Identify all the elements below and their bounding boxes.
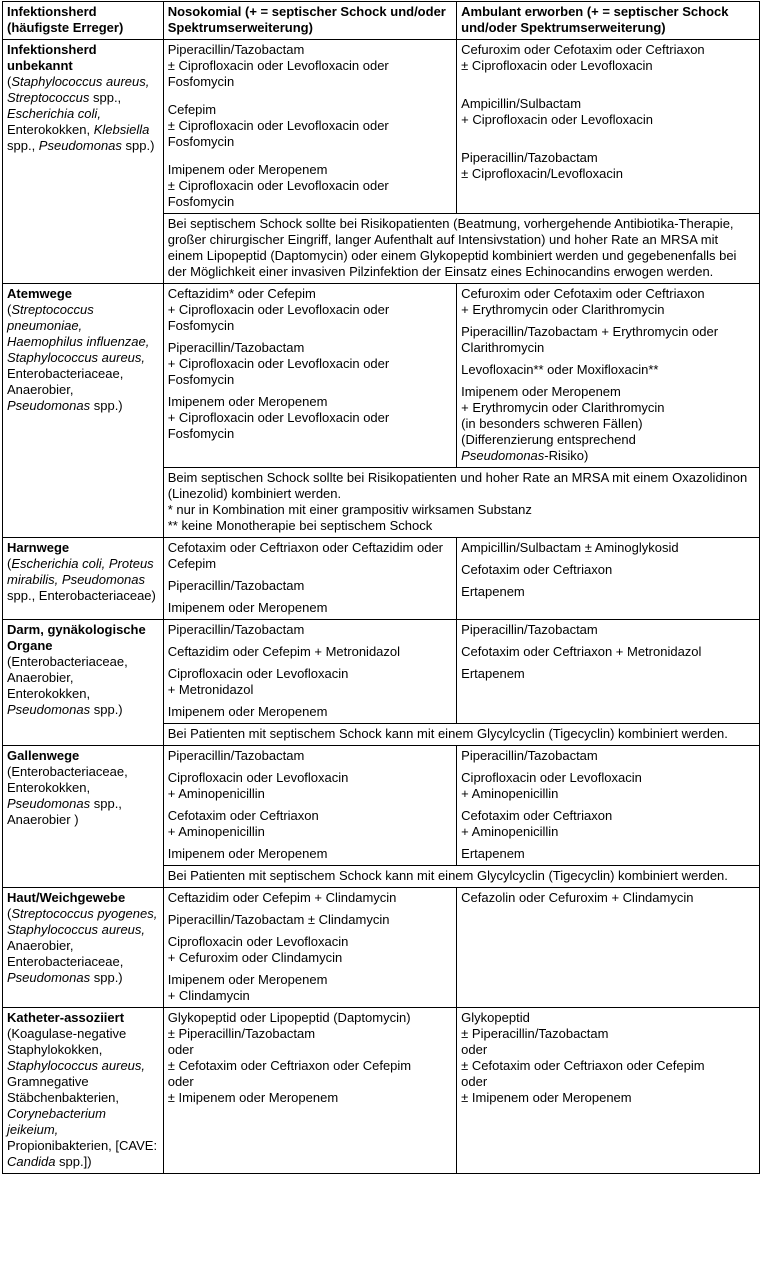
focus-name: Atemwege (7, 286, 73, 301)
septic-shock-note: Beim septischen Schock sollte bei Risikopatienten und hoher Rate an MRSA mit einem Oxazolidinon (Linezolid) kombiniert werden. (167, 470, 748, 501)
row-intestine-gynecologic (3, 620, 760, 724)
row-urinary (3, 538, 760, 620)
pathogen-list (7, 556, 159, 604)
community-regimens (457, 284, 760, 468)
pathogen-list (7, 1026, 159, 1170)
pathogen-text: spp.) (90, 970, 123, 985)
regimen-option: Cefotaxim oder Ceftriaxon + Aminopenicillin (167, 808, 319, 839)
regimen-text: Imipenem oder Meropenem + Erythromycin oder Clarithromycin (in besonders schweren Fällen) (Differenzierung entsprechend (461, 384, 665, 447)
septic-shock-note: Bei Patienten mit septischem Schock kann mit einem Glycylcyclin (Tigecyclin) kombiniert werden. (167, 726, 728, 741)
regimen-option: Piperacillin/Tazobactam (167, 622, 305, 637)
community-regimens (457, 888, 760, 1008)
regimen-option: Piperacillin/Tazobactam (461, 748, 598, 763)
regimen-option: Piperacillin/Tazobactam (167, 578, 305, 593)
focus-cell (3, 746, 164, 888)
regimen-option: Ampicillin/Sulbactam ± Aminoglykosid (461, 540, 679, 555)
pathogen-text: (Enterobacteriaceae, Enterokokken, (7, 764, 128, 795)
nosocomial-regimens (163, 284, 456, 468)
focus-name: Haut/Weichgewebe (7, 890, 126, 905)
pathogen-name: Klebsiella (93, 122, 150, 137)
focus-cell (3, 40, 164, 284)
regimen-option: Cefuroxim oder Cefotaxim oder Ceftriaxon ± Ciprofloxacin oder Levofloxacin (461, 42, 705, 73)
regimen-option: Cefuroxim oder Cefotaxim oder Ceftriaxon + Erythromycin oder Clarithromycin (461, 286, 705, 317)
pathogen-name: Staphylococcus aureus, Streptococcus (7, 74, 150, 105)
septic-shock-note: Bei Patienten mit septischem Schock kann mit einem Glycylcyclin (Tigecyclin) kombiniert werden. (167, 868, 728, 883)
pathogen-text: spp., Enterobacteriaceae) (7, 588, 156, 603)
focus-name: Gallenwege (7, 748, 80, 763)
pathogen-text: (Enterobacteriaceae, Anaerobier, Enterokokken, (7, 654, 128, 701)
pathogen-text: ( (7, 906, 12, 921)
regimen-option: Ciprofloxacin oder Levofloxacin + Cefuroxim oder Clindamycin (167, 934, 349, 965)
pathogen-name: Pseudomonas (38, 138, 122, 153)
pathogen-name: Candida (7, 1154, 56, 1169)
pathogen-name: Corynebacterium jeikeium, (7, 1106, 106, 1137)
pathogen-text: spp., (7, 138, 39, 153)
nosocomial-regimens (163, 1008, 456, 1174)
pathogen-text: spp.) (90, 702, 123, 717)
row-respiratory (3, 284, 760, 468)
regimen-option: Ceftazidim* oder Cefepim + Ciprofloxacin oder Levofloxacin oder Fosfomycin (167, 286, 390, 333)
pathogen-text: Gramnegative Stäbchenbakterien, (7, 1074, 120, 1105)
antibiotic-therapy-table (2, 1, 760, 1174)
regimen-option: Imipenem oder Meropenem + Ciprofloxacin oder Levofloxacin oder Fosfomycin (167, 394, 390, 441)
regimen-option: Ciprofloxacin oder Levofloxacin + Aminopenicillin (167, 770, 349, 801)
regimen-option (461, 384, 755, 464)
pathogen-list (7, 654, 159, 718)
regimen-option: Piperacillin/Tazobactam ± Ciprofloxacin/Levofloxacin (461, 150, 623, 181)
risk-suffix: -Risiko) (544, 448, 589, 463)
nosocomial-regimens (163, 746, 456, 866)
pathogen-name: Streptococcus pneumoniae, Haemophilus influenzae, Staphylococcus aureus, (7, 302, 150, 365)
pathogen-name: Streptococcus pyogenes, Staphylococcus aureus, (7, 906, 158, 937)
community-regimens (457, 40, 760, 214)
septic-shock-note: Bei septischem Schock sollte bei Risikopatienten (Beatmung, vorhergehende Antibiotika-Therapie, großer chirurgischer Eingriff, langer Aufenthalt auf Intensivstation) und hoher Rate an MRSA mit einem Lipopeptid (Daptomycin) oder einem Glykopeptid kombiniert werden und gegebenenfalls bei der Möglichkeit einer invasiven Pilzinfektion der Einsatz eines Echinocandins erwogen werden. (167, 216, 737, 279)
nosocomial-regimens (163, 538, 456, 620)
regimen-option: Cefotaxim oder Ceftriaxon oder Ceftazidim oder Cefepim (167, 540, 444, 571)
pathogen-text: spp.]) (55, 1154, 92, 1169)
regimen-option: Imipenem oder Meropenem + Clindamycin (167, 972, 328, 1003)
regimen-option: Imipenem oder Meropenem (167, 704, 328, 719)
pathogen-text: Anaerobier, Enterobacteriaceae, (7, 938, 124, 969)
regimen-option: Ertapenem (461, 666, 525, 681)
pathogen-list (7, 302, 159, 414)
pathogen-text: spp., (89, 90, 122, 105)
focus-name: Katheter-assoziiert (7, 1010, 125, 1025)
regimen-option: Levofloxacin** oder Moxifloxacin** (461, 362, 659, 377)
pathogen-name: Pseudomonas (7, 970, 91, 985)
pathogen-text: spp.) (121, 138, 155, 153)
header-row (3, 2, 760, 40)
risk-organism: Pseudomonas (461, 448, 545, 463)
nosocomial-regimens (163, 620, 456, 724)
pathogen-list (7, 764, 159, 828)
regimen-option: Ertapenem (461, 846, 525, 861)
row-catheter-associated (3, 1008, 760, 1174)
header-infection-focus: Infektionsherd (häufigste Erreger) (3, 2, 164, 40)
note-cell (163, 724, 759, 746)
pathogen-text: (Koagulase-negative Staphylokokken, (7, 1026, 127, 1057)
pathogen-name: Pseudomonas (7, 398, 91, 413)
regimen-option: Cefazolin oder Cefuroxim + Clindamycin (461, 890, 694, 905)
header-nosocomial: Nosokomial (+ = septischer Schock und/oder Spektrumserweiterung) (163, 2, 456, 40)
note-cell (163, 214, 759, 284)
focus-name: Darm, gynäkologische Organe (7, 622, 146, 653)
community-regimens (457, 746, 760, 866)
focus-cell (3, 284, 164, 538)
regimen-option: Imipenem oder Meropenem (167, 600, 328, 615)
pathogen-name: Staphylococcus aureus, (7, 1058, 146, 1073)
regimen-option: Piperacillin/Tazobactam + Erythromycin oder Clarithromycin (461, 324, 719, 355)
regimen-option: Piperacillin/Tazobactam + Ciprofloxacin oder Levofloxacin oder Fosfomycin (167, 340, 390, 387)
pathogen-name: Pseudomonas (7, 702, 91, 717)
pathogen-name: Escherichia coli, Proteus mirabilis, Pseudomonas (7, 556, 154, 587)
community-regimens (457, 620, 760, 724)
note-cell (163, 468, 759, 538)
nosocomial-regimens (163, 40, 456, 214)
pathogen-text: Propionibakterien, [CAVE: (7, 1138, 158, 1153)
pathogen-text: ( (7, 556, 12, 571)
regimen-option: Cefotaxim oder Ceftriaxon + Aminopenicillin (461, 808, 613, 839)
focus-cell (3, 1008, 164, 1174)
regimen-option: Glykopeptid oder Lipopeptid (Daptomycin) ± Piperacillin/Tazobactam oder ± Cefotaxim oder Ceftriaxon oder Cefepim oder ± Imipenem oder Meropenem (167, 1010, 412, 1105)
row-skin-soft-tissue (3, 888, 760, 1008)
regimen-option: Piperacillin/Tazobactam (461, 622, 598, 637)
focus-name: Harnwege (7, 540, 70, 555)
pathogen-list (7, 906, 159, 986)
regimen-option: Ampicillin/Sulbactam + Ciprofloxacin oder Levofloxacin (461, 96, 654, 127)
regimen-option: Ertapenem (461, 584, 525, 599)
pathogen-text: ( (7, 302, 12, 317)
regimen-option: Cefotaxim oder Ceftriaxon (461, 562, 613, 577)
regimen-option: Ciprofloxacin oder Levofloxacin + Aminopenicillin (461, 770, 642, 801)
regimen-option: Cefotaxim oder Ceftriaxon + Metronidazol (461, 644, 702, 659)
row-biliary (3, 746, 760, 866)
pathogen-text: Enterokokken, (7, 122, 94, 137)
pathogen-list (7, 74, 159, 154)
pathogen-name: Pseudomonas (7, 796, 91, 811)
focus-cell (3, 888, 164, 1008)
pathogen-text: spp.) (90, 398, 123, 413)
pathogen-name: Escherichia coli, (7, 106, 101, 121)
regimen-option: Piperacillin/Tazobactam ± Clindamycin (167, 912, 390, 927)
regimen-option: Piperacillin/Tazobactam (167, 748, 305, 763)
community-regimens (457, 1008, 760, 1174)
regimen-option: Glykopeptid ± Piperacillin/Tazobactam oder ± Cefotaxim oder Ceftriaxon oder Cefepim oder ± Imipenem oder Meropenem (461, 1010, 705, 1105)
footnote-single-asterisk: * nur in Kombination mit einer grampositiv wirksamen Substanz (167, 502, 532, 517)
regimen-option: Imipenem oder Meropenem ± Ciprofloxacin oder Levofloxacin oder Fosfomycin (167, 162, 389, 209)
pathogen-text: Enterobacteriaceae, Anaerobier, (7, 366, 124, 397)
pathogen-text: ( (7, 74, 12, 89)
focus-cell (3, 538, 164, 620)
nosocomial-regimens (163, 888, 456, 1008)
focus-name: Infektionsherd unbekannt (7, 42, 97, 73)
pathogen-text: spp., Anaerobier ) (7, 796, 122, 827)
regimen-option: Cefepim ± Ciprofloxacin oder Levofloxacin oder Fosfomycin (167, 102, 389, 149)
footnote-double-asterisk: ** keine Monotherapie bei septischem Schock (167, 518, 433, 533)
regimen-option: Imipenem oder Meropenem (167, 846, 328, 861)
regimen-option: Ceftazidim oder Cefepim + Metronidazol (167, 644, 401, 659)
note-cell (163, 866, 759, 888)
focus-cell (3, 620, 164, 746)
community-regimens (457, 538, 760, 620)
row-unknown-focus (3, 40, 760, 214)
regimen-option: Ciprofloxacin oder Levofloxacin + Metronidazol (167, 666, 349, 697)
header-community-acquired: Ambulant erworben (+ = septischer Schock und/oder Spektrumserweiterung) (457, 2, 760, 40)
regimen-option: Piperacillin/Tazobactam ± Ciprofloxacin oder Levofloxacin oder Fosfomycin (167, 42, 389, 89)
regimen-option: Ceftazidim oder Cefepim + Clindamycin (167, 890, 397, 905)
